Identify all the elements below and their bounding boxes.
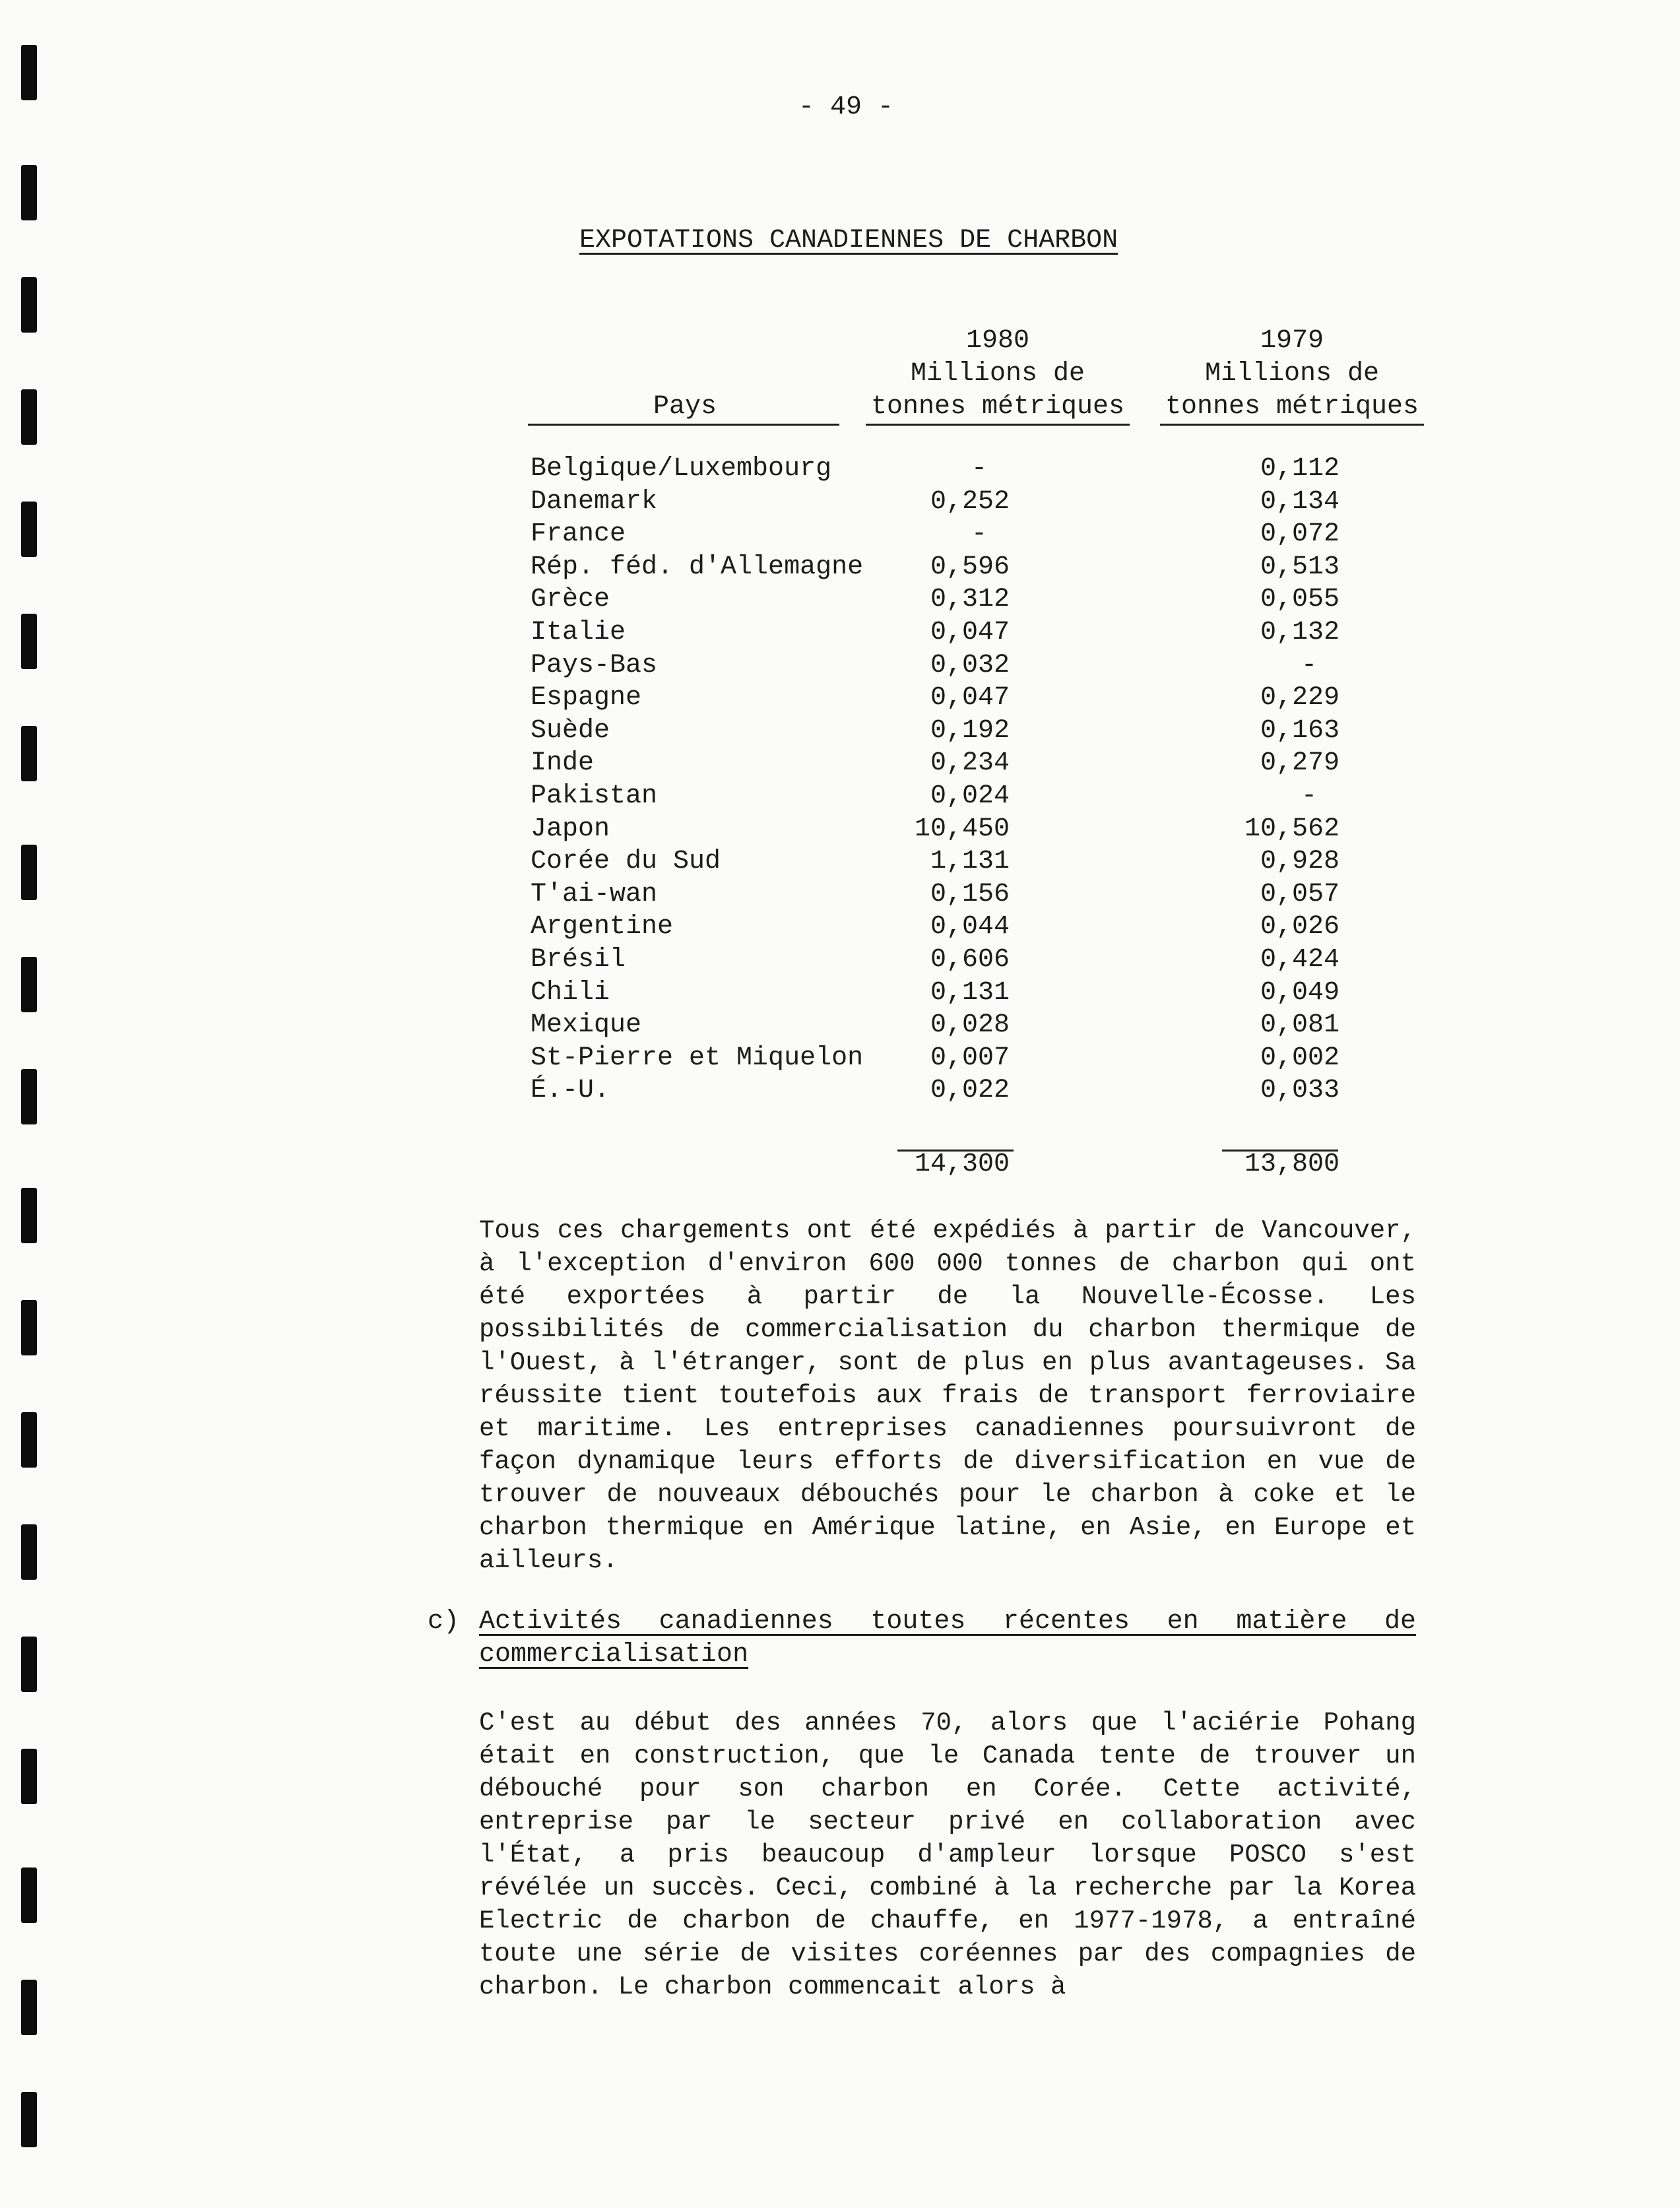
total-1980: 14,300: [914, 1150, 1010, 1179]
value-1979-cell: 0,279: [1260, 748, 1340, 778]
col-header-1979: [1160, 325, 1424, 424]
section-title: Activités canadiennes toutes récentes en matière de commercialisation: [479, 1607, 1416, 1670]
header-rule-1979: [1160, 424, 1424, 426]
page-number: - 49 -: [798, 92, 894, 122]
table-row: [0, 486, 1680, 519]
value-1980-cell: 0,047: [930, 618, 1010, 647]
table-row: [0, 747, 1680, 780]
col-1980-year: 1980: [965, 326, 1029, 356]
country-cell: Inde: [531, 748, 595, 778]
value-1980-cell: 0,192: [930, 716, 1010, 746]
table-row: [0, 682, 1680, 715]
header-rule-country: [528, 424, 839, 426]
table-row: [0, 944, 1680, 977]
header-rule-1980: [866, 424, 1130, 426]
value-1979-cell: 10,562: [1244, 814, 1340, 844]
table-row: [0, 1042, 1680, 1075]
binding-mark: [21, 2092, 37, 2147]
country-cell: Japon: [531, 814, 610, 844]
value-1979-cell: 0,055: [1260, 585, 1340, 614]
country-cell: Pakistan: [531, 781, 658, 811]
value-1980-cell: 0,596: [930, 552, 1010, 582]
binding-mark: [21, 1980, 37, 2035]
page-title: EXPOTATIONS CANADIENNES DE CHARBON: [579, 226, 1118, 255]
value-1980-cell: 0,007: [930, 1043, 1010, 1073]
value-1980-cell: 0,156: [930, 880, 1010, 909]
value-1979-cell: 0,163: [1260, 716, 1340, 746]
country-cell: Mexique: [531, 1010, 642, 1040]
paragraph-2: C'est au début des années 70, alors que l'aciérie Pohang était en construction, que le Canada tente de trouver un débouché pour son charbon en Corée. Cette activité, entreprise par le secteur privé en collaboration avec l'État, a pris beaucoup d'ampleur lorsque POSCO s'est révélée un succès. Ceci, combiné à la recherche par la Korea Electric de charbon de chauffe, en 1977-1978, a entraîné toute une série de visites coréennes par des compagnies de charbon. Le charbon commencait alors à: [479, 1708, 1416, 2001]
binding-mark: [21, 1637, 37, 1692]
value-1979-cell: 0,134: [1260, 487, 1340, 517]
value-1980-cell: 0,252: [930, 487, 1010, 517]
binding-mark: [21, 1749, 37, 1804]
binding-mark: [21, 1412, 37, 1468]
table-row: [0, 551, 1680, 584]
table-row: [0, 518, 1680, 551]
binding-mark: [21, 1300, 37, 1355]
value-1980-cell: 0,024: [930, 781, 1010, 811]
value-1979-cell: 0,057: [1260, 880, 1340, 909]
table-row: [0, 878, 1680, 911]
value-1980-cell: 0,131: [930, 978, 1010, 1008]
value-1980-cell: 1,131: [930, 847, 1010, 876]
value-1979-cell: 0,049: [1260, 978, 1340, 1008]
value-1980-cell: -: [971, 519, 987, 549]
value-1979-cell: 0,033: [1260, 1076, 1340, 1105]
value-1979-cell: 0,132: [1260, 618, 1340, 647]
country-cell: St-Pierre et Miquelon: [531, 1043, 864, 1073]
total-1979: 13,800: [1244, 1150, 1340, 1179]
value-1980-cell: 0,044: [930, 912, 1010, 942]
value-1979-cell: -: [1301, 651, 1317, 680]
country-cell: Pays-Bas: [531, 651, 658, 680]
col-1979-unit: Millions de: [1204, 359, 1380, 389]
country-cell: T'ai-wan: [531, 880, 658, 909]
value-1979-cell: 0,072: [1260, 519, 1340, 549]
binding-mark: [21, 277, 37, 333]
value-1980-cell: 0,022: [930, 1076, 1010, 1105]
value-1979-cell: -: [1301, 781, 1317, 811]
col-header-country: Pays: [653, 392, 717, 422]
value-1980-cell: 0,032: [930, 651, 1010, 680]
country-cell: France: [531, 519, 626, 549]
country-cell: Rép. féd. d'Allemagne: [531, 552, 864, 582]
table-row: [0, 813, 1680, 846]
country-cell: Belgique/Luxembourg: [531, 454, 832, 484]
binding-mark: [21, 1524, 37, 1580]
binding-mark: [21, 45, 37, 100]
table-row: [0, 977, 1680, 1010]
country-cell: Argentine: [531, 912, 674, 942]
value-1980-cell: 0,312: [930, 585, 1010, 614]
table-row: [0, 911, 1680, 944]
value-1980-cell: 10,450: [914, 814, 1010, 844]
table-row: [0, 780, 1680, 813]
value-1979-cell: 0,928: [1260, 847, 1340, 876]
value-1979-cell: 0,424: [1260, 945, 1340, 975]
country-cell: É.-U.: [531, 1076, 610, 1105]
binding-mark: [21, 1188, 37, 1243]
value-1979-cell: 0,229: [1260, 683, 1340, 713]
table-row: [0, 616, 1680, 649]
section-label: c): [428, 1607, 460, 1637]
country-cell: Brésil: [531, 945, 626, 975]
col-1980-unit: tonnes métriques: [870, 392, 1125, 422]
country-cell: Danemark: [531, 487, 658, 517]
table-row: [0, 453, 1680, 486]
country-cell: Grèce: [531, 585, 610, 614]
table-row: [0, 649, 1680, 682]
binding-mark: [21, 1867, 37, 1923]
col-header-1980: [866, 325, 1130, 424]
table-row: [0, 583, 1680, 616]
col-1980-unit: Millions de: [910, 359, 1085, 389]
col-1979-year: 1979: [1260, 326, 1324, 356]
country-cell: Espagne: [531, 683, 642, 713]
value-1980-cell: 0,047: [930, 683, 1010, 713]
col-1979-unit: tonnes métriques: [1165, 392, 1419, 422]
table-row: [0, 1009, 1680, 1042]
table-row: [0, 1074, 1680, 1107]
value-1980-cell: -: [971, 454, 987, 484]
table-row: [0, 715, 1680, 748]
country-cell: Corée du Sud: [531, 847, 721, 876]
value-1979-cell: 0,081: [1260, 1010, 1340, 1040]
value-1979-cell: 0,112: [1260, 454, 1340, 484]
value-1980-cell: 0,028: [930, 1010, 1010, 1040]
table-row: [0, 845, 1680, 878]
value-1979-cell: 0,026: [1260, 912, 1340, 942]
binding-mark: [21, 389, 37, 445]
value-1979-cell: 0,513: [1260, 552, 1340, 582]
value-1980-cell: 0,234: [930, 748, 1010, 778]
country-cell: Italie: [531, 618, 626, 647]
binding-mark: [21, 165, 37, 220]
value-1980-cell: 0,606: [930, 945, 1010, 975]
paragraph-1: Tous ces chargements ont été expédiés à partir de Vancouver, à l'exception d'environ 600 000 tonnes de charbon qui ont été exportées à partir de la Nouvelle-Écosse. Les possibilités de commercialisation du charbon thermique de l'Ouest, à l'étranger, sont de plus en plus avantageuses. Sa réussite tient toutefois aux frais de transport ferroviaire et maritime. Les entreprises canadiennes poursuivront de façon dynamique leurs efforts de diversification en vue de trouver de nouveaux débouchés pour le charbon à coke et le charbon thermique en Amérique latine, en Asie, en Europe et ailleurs.: [479, 1216, 1416, 1575]
value-1979-cell: 0,002: [1260, 1043, 1340, 1073]
country-cell: Suède: [531, 716, 610, 746]
country-cell: Chili: [531, 978, 610, 1008]
